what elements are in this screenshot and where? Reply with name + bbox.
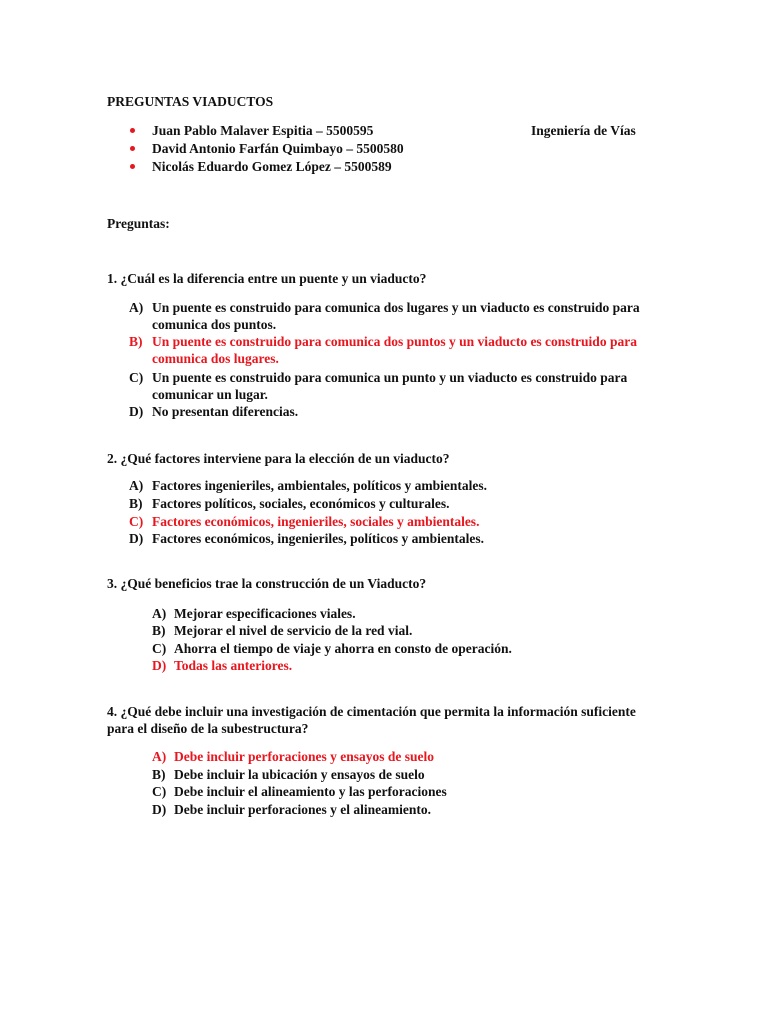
option-text: Factores económicos, ingenieriles, políticos y ambientales. [152, 531, 484, 546]
option-text: No presentan diferencias. [152, 404, 299, 419]
option-letter: A) [129, 478, 144, 493]
option-text: Factores ingenieriles, ambientales, políticos y ambientales. [152, 478, 487, 493]
option-text: Mejorar especificaciones viales. [174, 606, 356, 621]
question-2: 2. ¿Qué factores interviene para la elección de un viaducto? [107, 451, 450, 466]
option-letter: D) [129, 404, 144, 419]
question-1: 1. ¿Cuál es la diferencia entre un puente y un viaducto? [107, 271, 427, 286]
option-text: Un puente es construido para comunica un punto y un viaducto es construido para [152, 370, 628, 385]
option-letter: C) [129, 514, 144, 529]
option-letter: A) [152, 749, 167, 764]
option-letter: B) [129, 334, 143, 349]
author-3: Nicolás Eduardo Gomez López – 5500589 [152, 159, 392, 174]
option-letter: D) [129, 531, 144, 546]
option-text: comunicar un lugar. [152, 387, 268, 402]
author-2: David Antonio Farfán Quimbayo – 5500580 [152, 141, 404, 156]
correct-answer-text: Factores económicos, ingenieriles, sociales y ambientales. [152, 514, 480, 529]
option-text: Mejorar el nivel de servicio de la red vial. [174, 623, 413, 638]
option-letter: B) [152, 623, 166, 638]
correct-answer-text: Debe incluir perforaciones y ensayos de suelo [174, 749, 434, 764]
option-letter: B) [152, 767, 166, 782]
correct-answer-text: Todas las anteriores. [174, 658, 293, 673]
option-letter: A) [129, 300, 144, 315]
correct-answer-text: Un puente es construido para comunica dos puntos y un viaducto es construido para [152, 334, 637, 349]
option-letter: C) [152, 641, 167, 656]
option-letter: D) [152, 802, 167, 817]
option-text: Debe incluir la ubicación y ensayos de suelo [174, 767, 425, 782]
option-text: Un puente es construido para comunica dos lugares y un viaducto es construido para [152, 300, 640, 315]
option-text: Ahorra el tiempo de viaje y ahorra en consto de operación. [174, 641, 512, 656]
correct-answer-text: comunica dos lugares. [152, 351, 279, 366]
question-4: 4. ¿Qué debe incluir una investigación de cimentación que permita la información suficiente [107, 704, 636, 719]
document-title: PREGUNTAS VIADUCTOS [107, 94, 274, 109]
author-1: Juan Pablo Malaver Espitia – 5500595 [152, 123, 374, 138]
option-letter: C) [129, 370, 144, 385]
department-label: Ingeniería de Vías [531, 123, 636, 138]
preguntas-heading: Preguntas: [107, 216, 170, 231]
option-text: Debe incluir perforaciones y el alineamiento. [174, 802, 431, 817]
bullet-icon [130, 164, 135, 169]
option-text: Debe incluir el alineamiento y las perforaciones [174, 784, 447, 799]
option-text: comunica dos puntos. [152, 317, 277, 332]
question-4-continued: para el diseño de la subestructura? [107, 721, 309, 736]
option-letter: D) [152, 658, 167, 673]
bullet-icon [130, 128, 135, 133]
question-3: 3. ¿Qué beneficios trae la construcción de un Viaducto? [107, 576, 427, 591]
option-letter: C) [152, 784, 167, 799]
option-letter: A) [152, 606, 167, 621]
option-text: Factores políticos, sociales, económicos y culturales. [152, 496, 450, 511]
option-letter: B) [129, 496, 143, 511]
bullet-icon [130, 146, 135, 151]
